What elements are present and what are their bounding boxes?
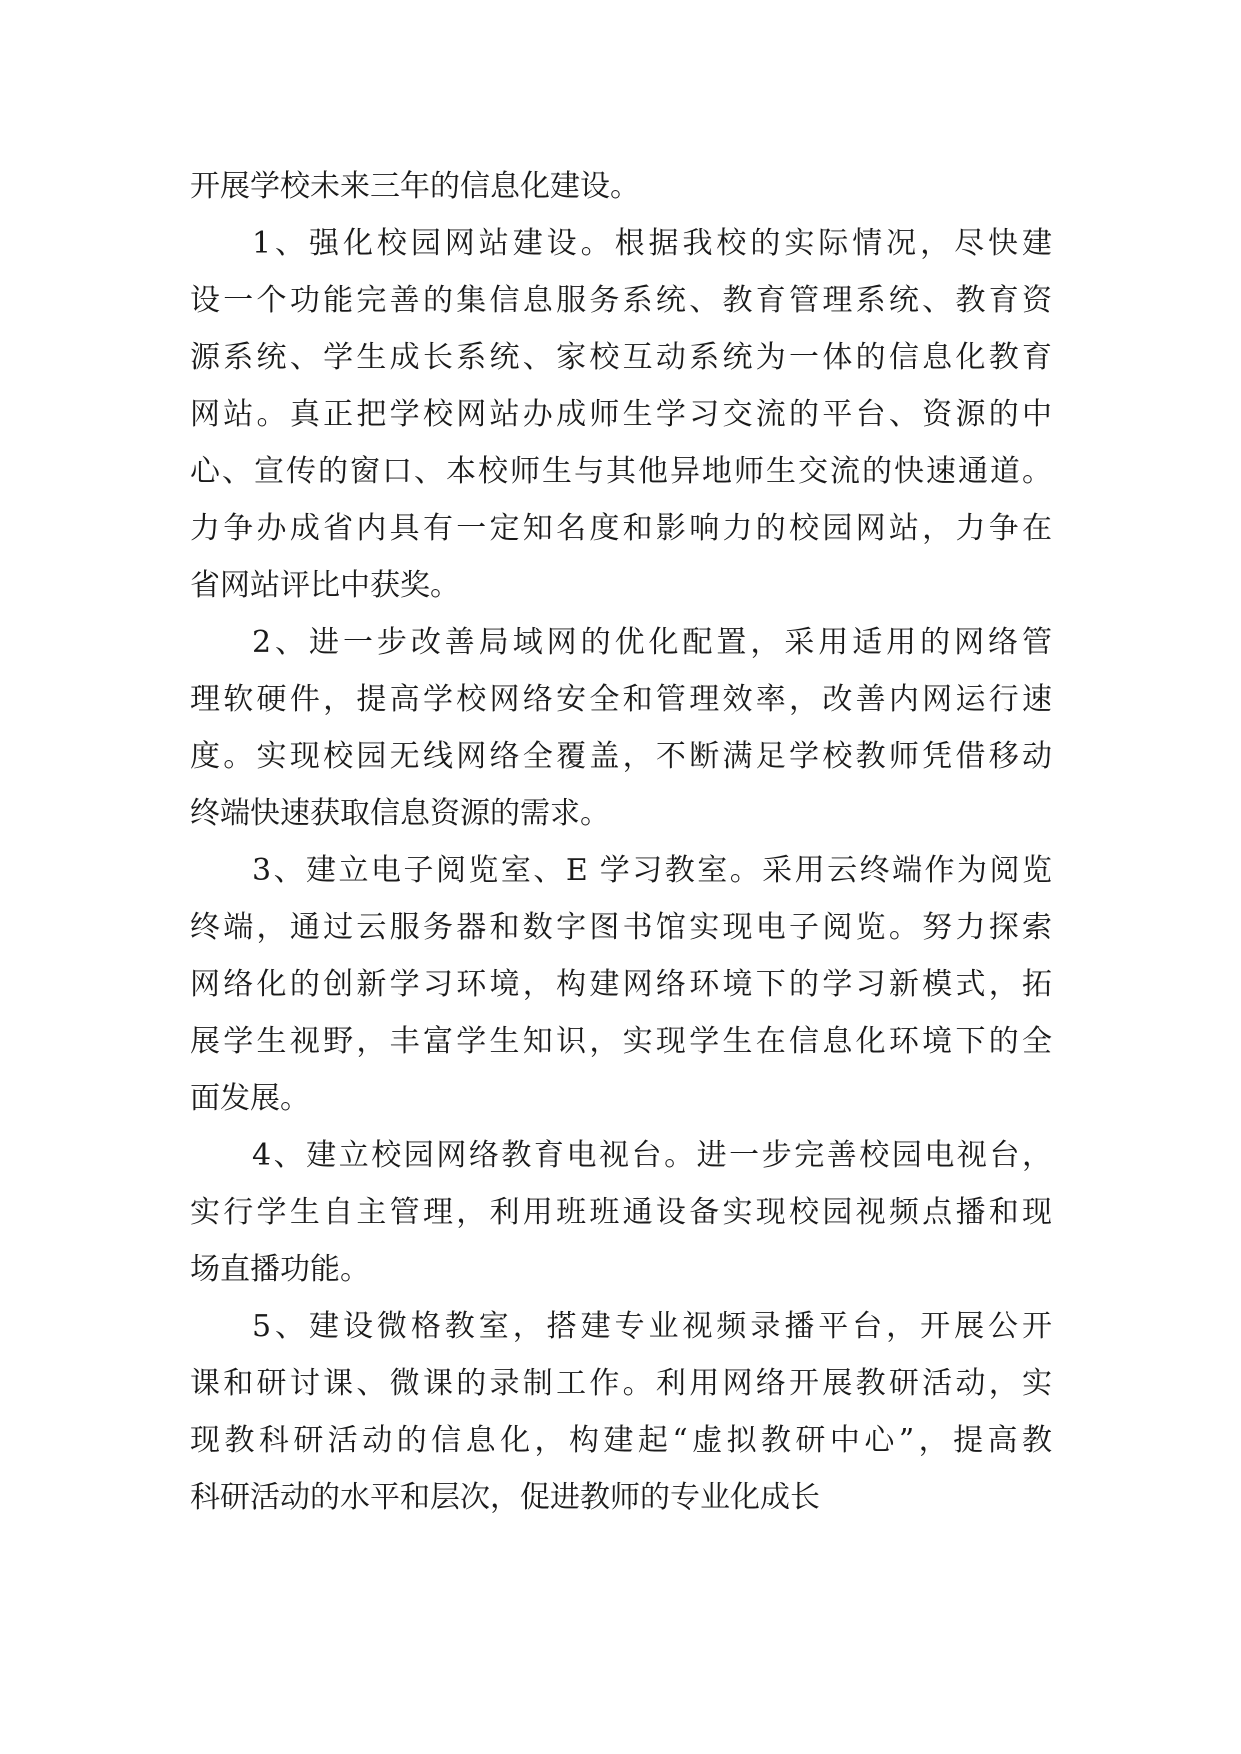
text-line: 理软硬件，提高学校网络安全和管理效率，改善内网运行速 xyxy=(190,682,1052,717)
paragraph-1-line: 1、强化校园网站建设。根据我校的实际情况，尽快建 xyxy=(252,226,1052,261)
text-line: 场直播功能。 xyxy=(190,1252,370,1287)
text-line: 省网站评比中获奖。 xyxy=(190,568,460,603)
text-line: 网络化的创新学习环境，构建网络环境下的学习新模式，拓 xyxy=(190,967,1052,1002)
text-line: 科研活动的水平和层次，促进教师的专业化成长 xyxy=(190,1480,820,1515)
text-line: 终端快速获取信息资源的需求。 xyxy=(190,796,610,831)
document-body xyxy=(190,158,1052,1526)
text-line: 现教科研活动的信息化，构建起“虚拟教研中心”，提高教 xyxy=(190,1423,1052,1458)
text-line: 力争办成省内具有一定知名度和影响力的校园网站，力争在 xyxy=(190,511,1052,546)
text-line: 终端，通过云服务器和数字图书馆实现电子阅览。努力探索 xyxy=(190,910,1052,945)
paragraph-5-line: 5、建设微格教室，搭建专业视频录播平台，开展公开 xyxy=(252,1309,1052,1344)
text-line: 源系统、学生成长系统、家校互动系统为一体的信息化教育 xyxy=(190,340,1052,375)
text-line: 开展学校未来三年的信息化建设。 xyxy=(190,169,640,204)
text-line: 度。实现校园无线网络全覆盖，不断满足学校教师凭借移动 xyxy=(190,739,1052,774)
text-line: 实行学生自主管理，利用班班通设备实现校园视频点播和现 xyxy=(190,1195,1052,1230)
text-line: 面发展。 xyxy=(190,1081,310,1116)
paragraph-3-line: 3、建立电子阅览室、E 学习教室。采用云终端作为阅览 xyxy=(252,853,1052,888)
text-line: 展学生视野，丰富学生知识，实现学生在信息化环境下的全 xyxy=(190,1024,1052,1059)
paragraph-2-line: 2、进一步改善局域网的优化配置，采用适用的网络管 xyxy=(252,625,1052,660)
paragraph-4-line: 4、建立校园网络教育电视台。进一步完善校园电视台， xyxy=(252,1138,1052,1173)
text-line: 设一个功能完善的集信息服务系统、教育管理系统、教育资 xyxy=(190,283,1052,318)
text-line: 心、宣传的窗口、本校师生与其他异地师生交流的快速通道。 xyxy=(190,454,1052,489)
text-line: 课和研讨课、微课的录制工作。利用网络开展教研活动，实 xyxy=(190,1366,1052,1401)
text-line: 网站。真正把学校网站办成师生学习交流的平台、资源的中 xyxy=(190,397,1052,432)
